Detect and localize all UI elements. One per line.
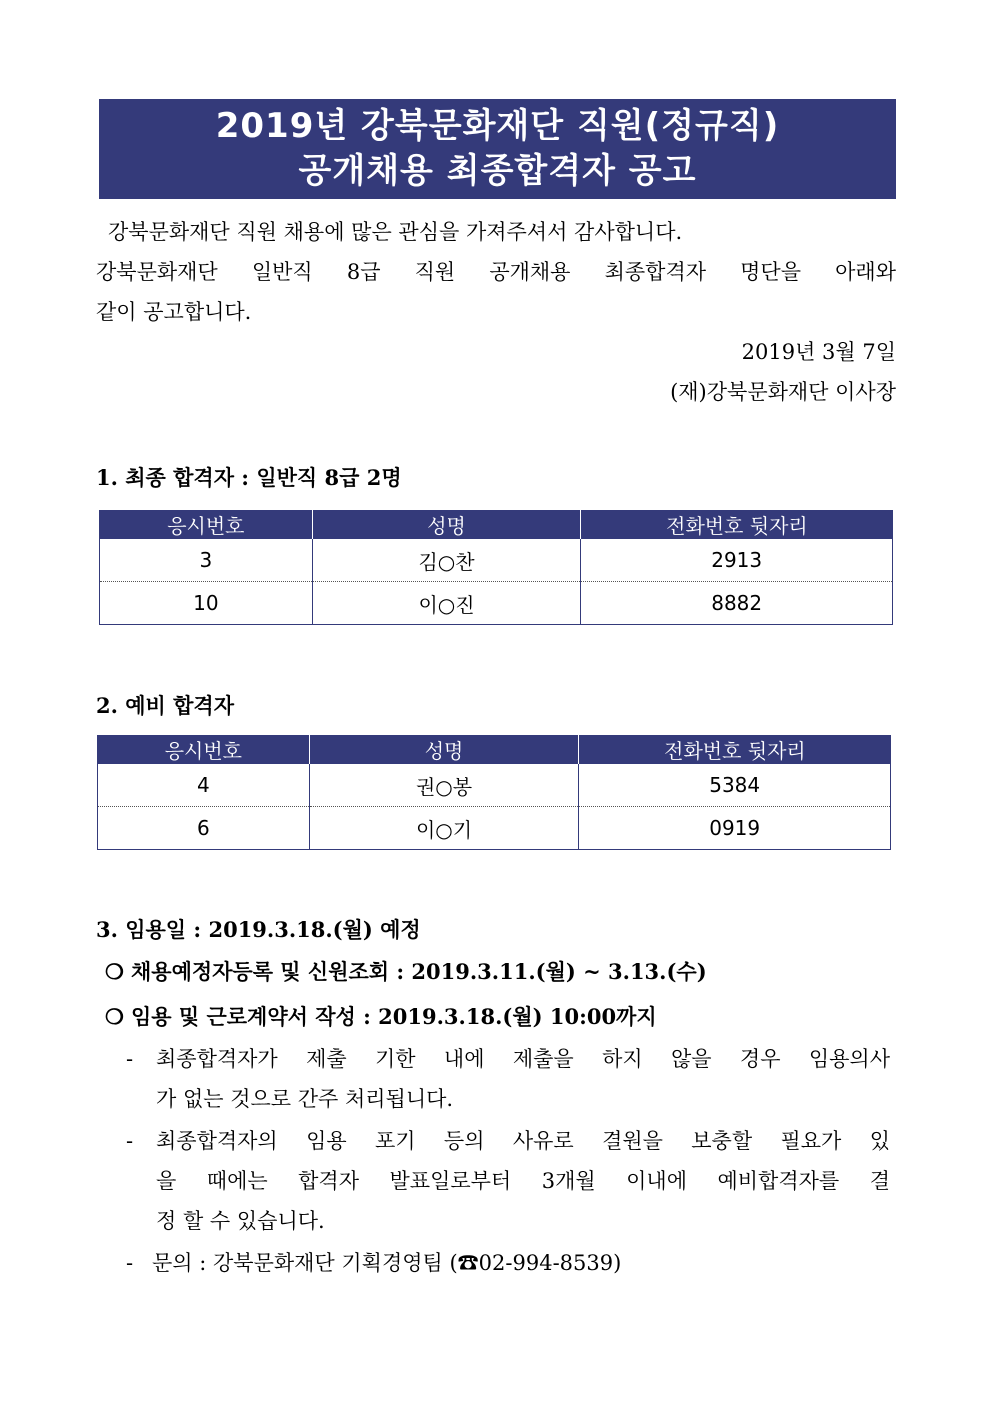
intro-line-3: 같이 공고합니다. (96, 300, 252, 324)
table-row (100, 582, 893, 625)
cell-phone-suffix: 2913 (581, 539, 893, 582)
table-header-row (98, 735, 891, 764)
notice-signature: (재)강북문화재단 이사장 (670, 380, 896, 404)
title-line-1: 2019년 강북문화재단 직원(정규직) (215, 106, 780, 146)
bullet-registration-text: 채용예정자등록 및 신원조회 : 2019.3.11.(월) ~ 3.13.(수) (131, 959, 707, 984)
col-header-applicant-number: 응시번호 (100, 510, 313, 539)
intro-line-2: 강북문화재단 일반직 8급 직원 공개채용 최종합격자 명단을 아래와 (96, 260, 896, 284)
cell-applicant-number: 10 (100, 582, 313, 625)
dash-bullet: - (126, 1129, 134, 1153)
note-submission-line-2: 가 없는 것으로 간주 처리됩니다. (156, 1087, 454, 1111)
col-header-name: 성명 (309, 735, 579, 764)
cell-name: 이○진 (312, 582, 581, 625)
table-row (100, 539, 893, 582)
col-header-name: 성명 (312, 510, 581, 539)
cell-name: 권○봉 (309, 764, 579, 807)
cell-applicant-number: 6 (98, 807, 310, 850)
title-line-2: 공개채용 최종합격자 공고 (298, 151, 697, 191)
title-banner (99, 99, 896, 199)
dash-bullet: - (126, 1047, 134, 1071)
cell-applicant-number: 3 (100, 539, 313, 582)
cell-name: 김○찬 (312, 539, 581, 582)
final-passers-table (99, 510, 893, 625)
circle-bullet-icon: ❍ (105, 1004, 124, 1029)
note-submission-line-1: 최종합격자가 제출 기한 내에 제출을 하지 않을 경우 임용의사 (156, 1047, 890, 1071)
note-reserve-line-1: 최종합격자의 임용 포기 등의 사유로 결원을 보충할 필요가 있 (156, 1129, 890, 1153)
note-contact (126, 1243, 890, 1283)
section3-heading: 3. 임용일 : 2019.3.18.(월) 예정 (96, 917, 421, 942)
notice-date: 2019년 3월 7일 (741, 340, 896, 364)
section2-heading: 2. 예비 합격자 (96, 693, 234, 718)
note-reserve-line-3: 정 할 수 있습니다. (156, 1209, 325, 1233)
table-header-row (100, 510, 893, 539)
bullet-contract (105, 1001, 657, 1031)
cell-phone-suffix: 5384 (579, 764, 891, 807)
note-reserve (126, 1121, 890, 1241)
col-header-applicant-number: 응시번호 (98, 735, 310, 764)
col-header-phone-suffix: 전화번호 뒷자리 (581, 510, 893, 539)
table-row (98, 807, 891, 850)
circle-bullet-icon: ❍ (105, 959, 124, 984)
note-reserve-line-2: 을 때에는 합격자 발표일로부터 3개월 이내에 예비합격자를 결 (156, 1169, 890, 1193)
intro-line-1: 강북문화재단 직원 채용에 많은 관심을 가져주셔서 감사합니다. (108, 220, 683, 244)
dash-bullet: - (126, 1251, 134, 1275)
cell-applicant-number: 4 (98, 764, 310, 807)
cell-phone-suffix: 0919 (579, 807, 891, 850)
cell-name: 이○기 (309, 807, 579, 850)
table-row (98, 764, 891, 807)
note-submission (126, 1039, 890, 1119)
cell-phone-suffix: 8882 (581, 582, 893, 625)
contact-text: 문의 : 강북문화재단 기획경영팀 (☎02-994-8539) (152, 1251, 622, 1275)
reserve-passers-table (97, 735, 891, 850)
col-header-phone-suffix: 전화번호 뒷자리 (579, 735, 891, 764)
bullet-registration (105, 956, 707, 986)
bullet-contract-text: 임용 및 근로계약서 작성 : 2019.3.18.(월) 10:00까지 (131, 1004, 657, 1029)
section1-heading: 1. 최종 합격자 : 일반직 8급 2명 (96, 465, 402, 490)
